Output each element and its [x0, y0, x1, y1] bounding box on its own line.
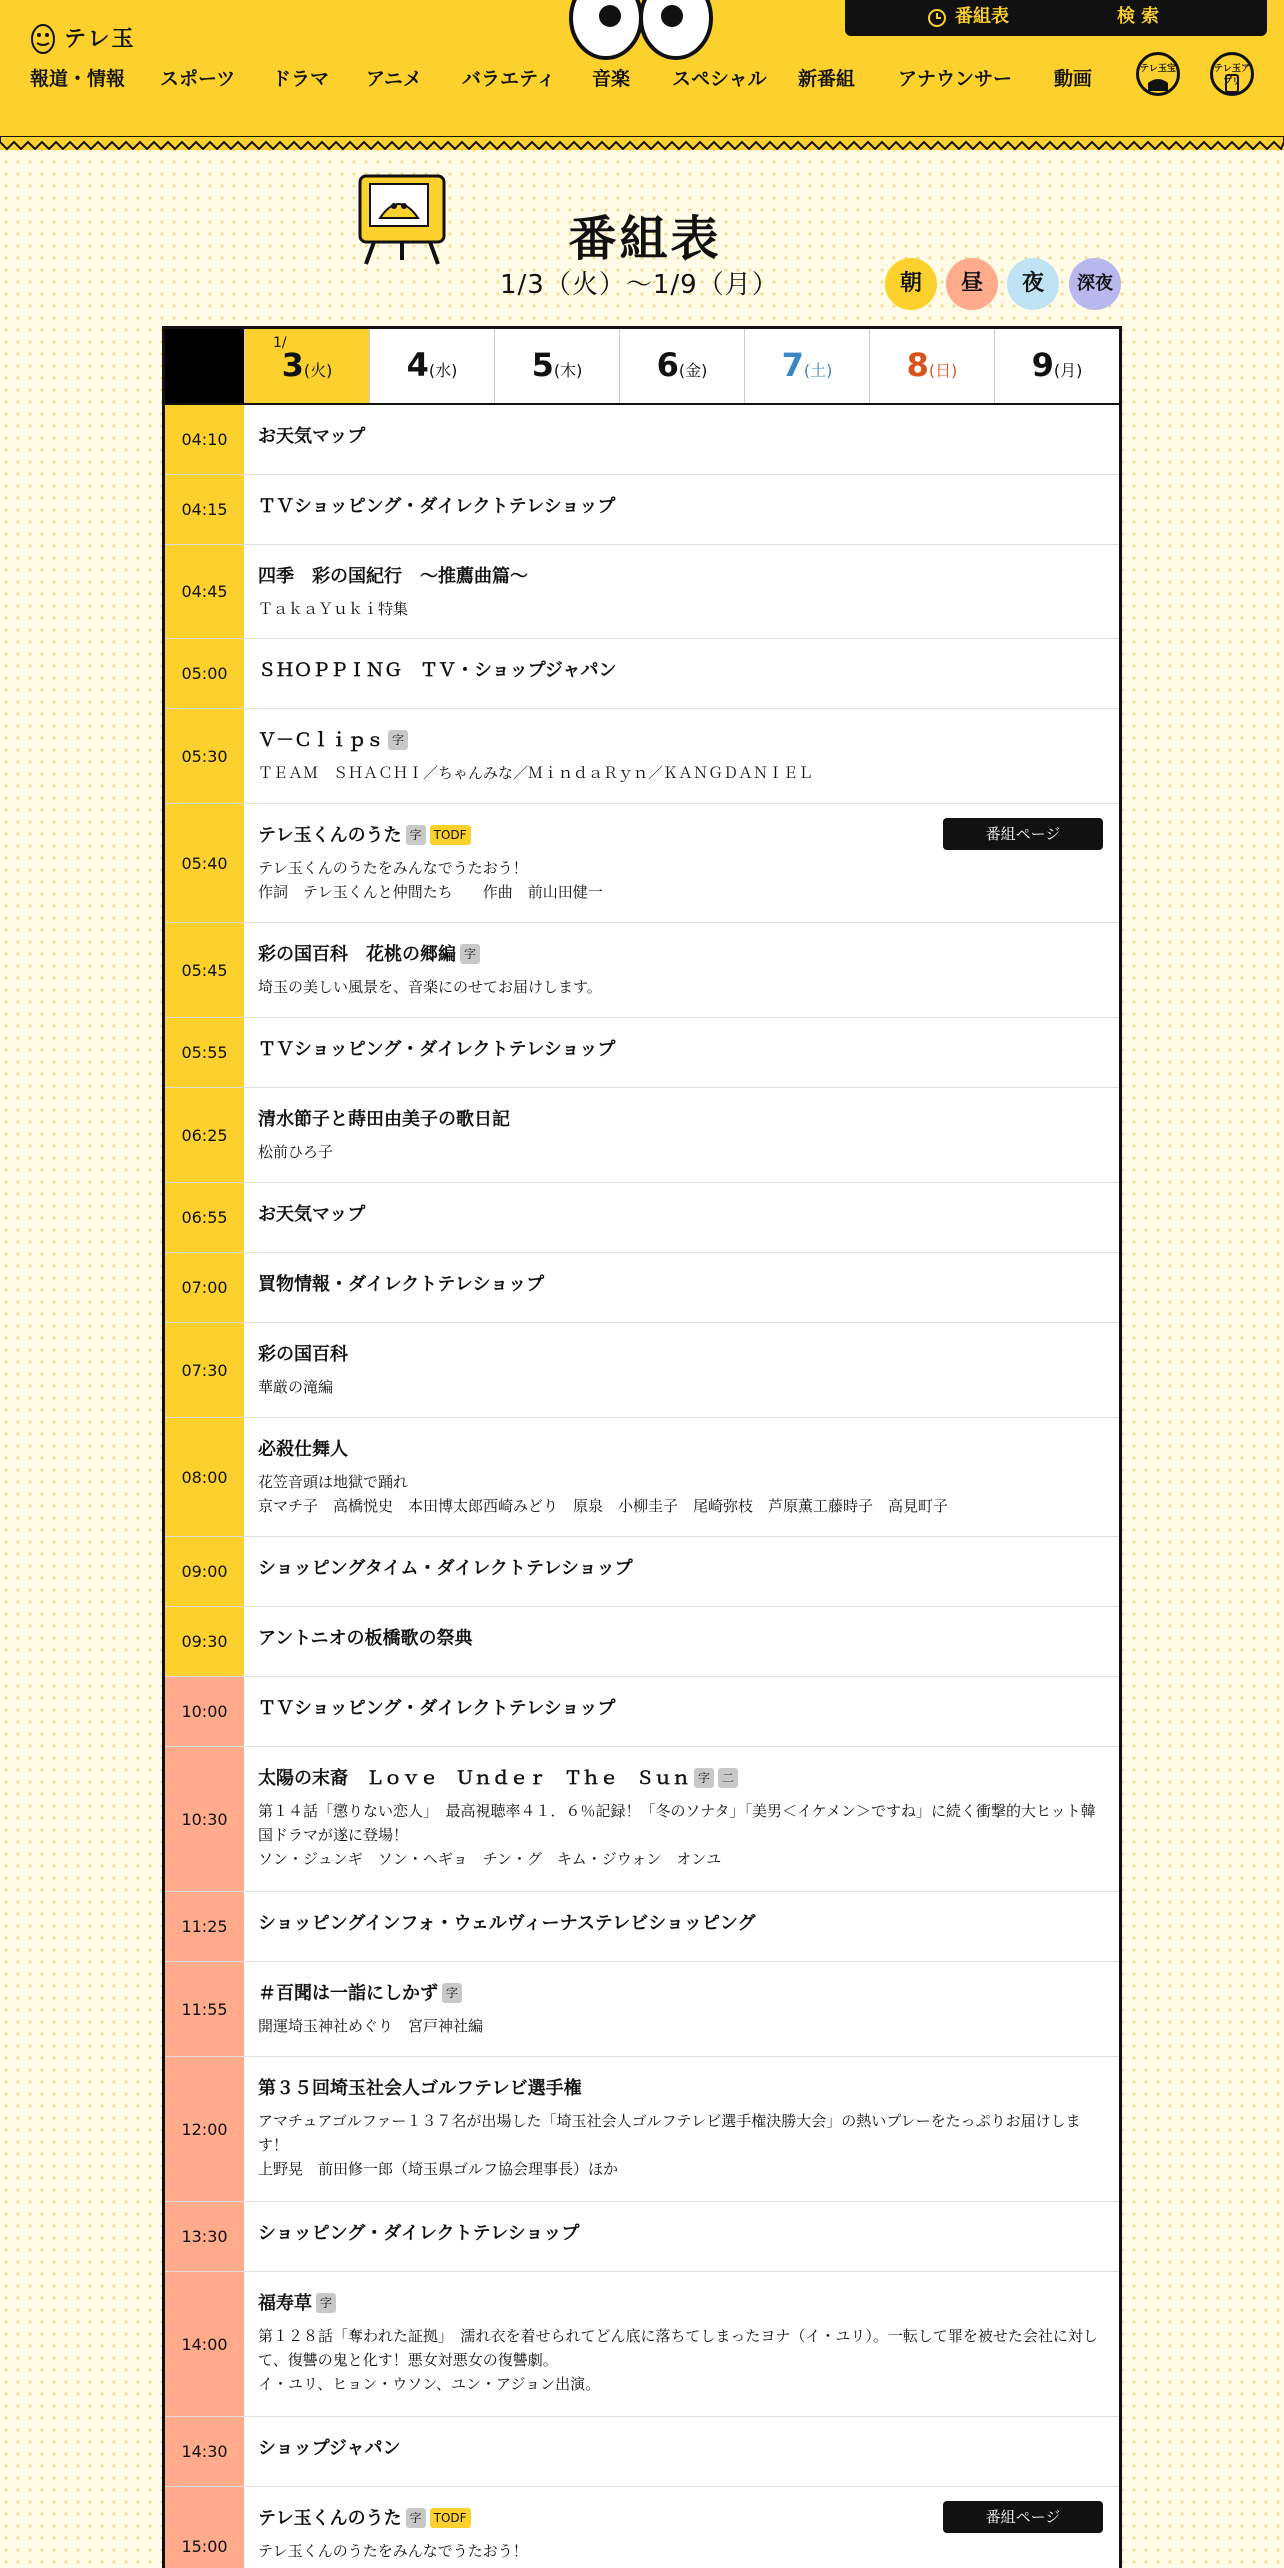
program-description	[258, 761, 1099, 785]
program-title-line	[258, 1271, 1099, 1299]
nav-item[interactable]: アニメ	[366, 68, 423, 90]
program-row[interactable]	[165, 1892, 1119, 1962]
program-row[interactable]	[165, 2057, 1119, 2202]
program-description-line: ＴａｋａＹｕｋｉ特集	[258, 600, 409, 618]
program-content	[258, 2435, 1099, 2463]
program-description-line: 開運埼玉神社めぐり 宮戸神社編	[258, 2017, 484, 2035]
day-number-value: 4	[406, 346, 429, 384]
program-row[interactable]	[165, 1183, 1119, 1253]
subtitle-badge: 字	[316, 2293, 336, 2313]
program-guide-link[interactable]: 番組表	[955, 6, 1009, 27]
program-title-line	[258, 1436, 1099, 1464]
site-header	[0, 0, 1284, 150]
program-description	[258, 1470, 1099, 1518]
program-content	[258, 563, 1099, 621]
program-time: 07:00	[165, 1253, 244, 1322]
program-row[interactable]	[165, 475, 1119, 545]
program-title[interactable]: お天気マップ	[258, 1204, 366, 1225]
site-logo[interactable]	[28, 16, 136, 58]
program-description	[258, 856, 1099, 904]
program-row[interactable]	[165, 2202, 1119, 2272]
program-row[interactable]	[165, 1607, 1119, 1677]
program-description	[258, 1375, 1099, 1399]
program-description-line: 華厳の滝編	[258, 1378, 334, 1396]
program-title-line	[258, 1201, 1099, 1229]
program-title[interactable]: 福寿草	[258, 2293, 312, 2314]
program-time: 08:00	[165, 1418, 244, 1536]
program-title-line	[258, 727, 1099, 755]
program-title-line	[258, 423, 1099, 451]
day-tab[interactable]	[494, 329, 619, 403]
program-title[interactable]: ショッピングタイム・ダイレクトテレショップ	[258, 1558, 633, 1579]
subtitle-badge: 字	[442, 1983, 462, 2003]
day-number	[620, 347, 744, 389]
program-title-line	[258, 2075, 1099, 2103]
program-description-line: 上野晃 前田修一郎（埼玉県ゴルフ協会理事長）ほか	[258, 2160, 619, 2178]
day-header-corner	[165, 329, 244, 403]
program-time: 05:55	[165, 1018, 244, 1087]
nav-item[interactable]: 報道・情報	[30, 68, 126, 90]
day-number	[245, 347, 369, 389]
subtitle-badge: 字	[388, 730, 408, 750]
program-title-line	[258, 1765, 1099, 1793]
program-title[interactable]: 太陽の末裔 Ｌｏｖｅ Ｕｎｄｅｒ Ｔｈｅ Ｓｕｎ	[258, 1768, 690, 1789]
page-title: 番組表	[568, 211, 722, 267]
day-tab[interactable]	[869, 329, 994, 403]
treasure-icon	[1139, 73, 1177, 93]
program-row[interactable]	[165, 1747, 1119, 1892]
day-number-value: 5	[531, 346, 554, 384]
time-band-button[interactable]: 朝	[885, 258, 937, 310]
site-logo-text: テレ玉	[64, 26, 136, 52]
app-button-label: テレ玉アプリ	[1214, 64, 1250, 87]
app-icon	[1213, 73, 1251, 93]
program-title[interactable]: Ｖ－Ｃｌｉｐｓ	[258, 730, 384, 751]
program-content	[258, 1980, 1099, 2038]
program-row[interactable]	[165, 1088, 1119, 1183]
treasure-button[interactable]	[1136, 52, 1180, 96]
program-time: 13:30	[165, 2202, 244, 2271]
day-tab[interactable]	[369, 329, 494, 403]
time-band-button[interactable]: 深夜	[1069, 258, 1121, 310]
program-description-line: アマチュアゴルファー１３７名が出場した「埼玉社会人ゴルフテレビ選手権決勝大会」の熱いプレーをたっぷりお届けします！	[258, 2112, 1081, 2154]
program-content	[258, 657, 1099, 685]
program-description-line: ＴＥＡＭ ＳＨＡＣＨＩ／ちゃんみな／ＭｉｎｄａＲｙｎ／ＫＡＮＧＤＡＮＩＥＬ	[258, 764, 814, 782]
nav-item[interactable]: 新番組	[798, 68, 856, 90]
subtitle-badge: 字	[406, 825, 426, 845]
subtitle-badge: 字	[694, 1768, 714, 1788]
program-title[interactable]: お天気マップ	[258, 426, 366, 447]
program-content	[258, 493, 1099, 521]
program-time: 06:55	[165, 1183, 244, 1252]
program-title[interactable]: ＴＶショッピング・ダイレクトテレショップ	[258, 496, 616, 517]
program-title-line	[258, 2435, 1099, 2463]
day-tab[interactable]	[619, 329, 744, 403]
program-content	[258, 1036, 1099, 1064]
day-number-value: 3	[281, 346, 304, 384]
day-weekday: (月)	[1053, 361, 1083, 380]
day-number	[870, 347, 994, 389]
program-description	[258, 2014, 1099, 2038]
tele-tama-mascot-icon	[28, 17, 58, 57]
program-row[interactable]	[165, 2487, 1119, 2568]
program-content	[258, 2290, 1099, 2396]
program-title-line	[258, 1106, 1099, 1134]
program-row[interactable]	[165, 1418, 1119, 1537]
program-description-line: 第１２８話「奪われた証拠」 濡れ衣を着せられてどん底に落ちてしまったヨナ（イ・ユリ）。一転して罪を被せた会社に対して、復讐の鬼と化す！悪女対悪女の復讐劇。	[258, 2327, 1098, 2369]
program-time: 09:00	[165, 1537, 244, 1606]
day-number	[745, 347, 869, 389]
program-title[interactable]: ショッピングインフォ・ウェルヴィーナステレビショッピング	[258, 1913, 756, 1934]
program-description	[258, 1799, 1099, 1871]
program-row[interactable]	[165, 1253, 1119, 1323]
nav-item[interactable]: アナウンサー	[898, 68, 1013, 90]
program-description-line: 第１４話「懲りない恋人」 最高視聴率４１．６％記録！「冬のソナタ」「美男＜イケメン＞ですね」に続く衝撃的大ヒット韓国ドラマが遂に登場！	[258, 1802, 1096, 1844]
day-tab[interactable]	[744, 329, 869, 403]
program-row[interactable]	[165, 2272, 1119, 2417]
program-content	[258, 1341, 1099, 1399]
program-title-line	[258, 493, 1099, 521]
day-number-value: 6	[656, 346, 679, 384]
program-title-line	[258, 1980, 1099, 2008]
program-title[interactable]: アントニオの板橋歌の祭典	[258, 1628, 473, 1649]
day-weekday: (水)	[428, 361, 458, 380]
program-row[interactable]	[165, 405, 1119, 475]
day-weekday: (日)	[928, 361, 958, 380]
todf-badge: TODF	[430, 825, 471, 845]
nav-item[interactable]: 音楽	[592, 68, 631, 90]
program-time: 10:00	[165, 1677, 244, 1746]
program-title[interactable]: ＳＨＯＰＰＩＮＧ ＴＶ・ショップジャパン	[258, 660, 617, 681]
program-description	[258, 975, 1099, 999]
program-title-line	[258, 2290, 1099, 2318]
program-title-line	[258, 1625, 1099, 1653]
program-title-line	[258, 1036, 1099, 1064]
program-time: 14:30	[165, 2417, 244, 2486]
program-content	[258, 727, 1099, 785]
day-tab[interactable]	[994, 329, 1119, 403]
day-weekday: (金)	[678, 361, 708, 380]
day-month-label: 1/	[273, 335, 287, 351]
app-button[interactable]	[1210, 52, 1254, 96]
program-description	[258, 2109, 1099, 2181]
program-row[interactable]	[165, 2417, 1119, 2487]
program-description-line: イ・ユリ、ヒョン・ウソン、ユン・アジョン出演。	[258, 2375, 601, 2393]
program-title-line	[258, 657, 1099, 685]
program-time: 05:30	[165, 709, 244, 803]
program-title[interactable]: 彩の国百科	[258, 1344, 348, 1365]
program-time: 14:00	[165, 2272, 244, 2416]
program-title-line	[258, 1341, 1099, 1369]
program-time: 15:00	[165, 2487, 244, 2568]
program-description-line: テレ玉くんのうたをみんなでうたおう！	[258, 2542, 528, 2560]
program-content	[258, 1436, 1099, 1518]
time-band-button[interactable]: 昼	[946, 258, 998, 310]
day-number	[495, 347, 619, 389]
program-description-line: 埼玉の美しい風景を、音楽にのせてお届けします。	[258, 978, 602, 996]
top-utility-bar	[845, 0, 1267, 36]
program-content	[258, 941, 1099, 999]
program-time: 11:55	[165, 1962, 244, 2056]
program-content	[258, 1555, 1099, 1583]
program-title[interactable]: ショップジャパン	[258, 2438, 401, 2459]
program-row[interactable]	[165, 639, 1119, 709]
program-content	[258, 1695, 1099, 1723]
program-title-line	[258, 941, 1099, 969]
program-content	[258, 1201, 1099, 1229]
program-time: 05:00	[165, 639, 244, 708]
program-row[interactable]	[165, 545, 1119, 639]
todf-badge: TODF	[430, 2508, 471, 2528]
program-description-line: 花笠音頭は地獄で踊れ	[258, 1473, 409, 1491]
program-time: 04:15	[165, 475, 244, 544]
day-weekday: (火)	[303, 361, 333, 380]
clock-icon	[927, 8, 947, 28]
program-content	[258, 1910, 1099, 1938]
program-content	[258, 1765, 1099, 1871]
program-title[interactable]: 必殺仕舞人	[258, 1439, 348, 1460]
nav-item[interactable]: 動画	[1054, 68, 1093, 90]
program-time: 12:00	[165, 2057, 244, 2201]
date-range: 1/3（火）〜1/9（月）	[500, 270, 779, 300]
program-row[interactable]	[165, 1962, 1119, 2057]
program-title[interactable]: 彩の国百科 花桃の郷編	[258, 944, 456, 965]
program-description-line: 松前ひろ子	[258, 1143, 334, 1161]
program-time: 09:30	[165, 1607, 244, 1676]
program-description	[258, 2324, 1099, 2396]
program-description-line: 作詞 テレ玉くんと仲間たち 作曲 前山田健一	[258, 883, 603, 901]
program-time: 10:30	[165, 1747, 244, 1891]
program-title[interactable]: ＴＶショッピング・ダイレクトテレショップ	[258, 1698, 616, 1719]
program-description-line: ソン・ジュンギ ソン・ヘギョ チン・グ キム・ジウォン オンユ	[258, 1850, 722, 1868]
day-weekday: (土)	[803, 361, 833, 380]
nav-item[interactable]: バラエティ	[462, 68, 556, 90]
schedule-grid	[162, 326, 1122, 2568]
nav-item[interactable]: ドラマ	[272, 68, 330, 90]
nav-item[interactable]: スポーツ	[160, 68, 236, 90]
program-time: 05:40	[165, 804, 244, 922]
subtitle-badge: 字	[460, 944, 480, 964]
nav-item[interactable]: スペシャル	[672, 68, 767, 90]
program-description	[258, 2539, 1099, 2563]
program-content	[258, 1271, 1099, 1299]
program-time: 04:10	[165, 405, 244, 474]
search-link[interactable]: 検索	[1117, 6, 1165, 27]
program-time: 07:30	[165, 1323, 244, 1417]
day-weekday: (木)	[553, 361, 583, 380]
program-row[interactable]	[165, 1677, 1119, 1747]
header-zigzag-edge	[0, 136, 1284, 150]
program-title[interactable]: ＃百聞は一詣にしかず	[258, 1983, 438, 2004]
program-time: 04:45	[165, 545, 244, 638]
bilingual-badge: 二	[718, 1768, 738, 1788]
program-title-line	[258, 2220, 1099, 2248]
subtitle-badge: 字	[406, 2508, 426, 2528]
program-content	[258, 2075, 1099, 2181]
tv-mascot-icon	[352, 168, 462, 268]
program-row[interactable]	[165, 1018, 1119, 1088]
program-title[interactable]: ＴＶショッピング・ダイレクトテレショップ	[258, 1039, 616, 1060]
program-description	[258, 597, 1099, 621]
program-row[interactable]	[165, 804, 1119, 923]
program-title[interactable]: 清水節子と蒔田由美子の歌日記	[258, 1109, 510, 1130]
program-title[interactable]: 買物情報・ダイレクトテレショップ	[258, 1274, 545, 1295]
program-title[interactable]: ショッピング・ダイレクトテレショップ	[258, 2223, 580, 2244]
day-number-value: 8	[906, 346, 929, 384]
program-row[interactable]	[165, 1323, 1119, 1418]
day-number-value: 7	[781, 346, 804, 384]
day-header-row	[165, 329, 1119, 405]
program-content	[258, 1106, 1099, 1164]
program-title[interactable]: 四季 彩の国紀行 ～推薦曲篇～	[258, 566, 528, 587]
program-title-line	[258, 1910, 1099, 1938]
program-title-line	[258, 563, 1099, 591]
program-title-line	[258, 1555, 1099, 1583]
mascot-eyes-icon	[566, 0, 716, 62]
day-number-value: 9	[1031, 346, 1054, 384]
program-content	[258, 2220, 1099, 2248]
program-title[interactable]: テレ玉くんのうた	[258, 2508, 402, 2529]
program-content	[258, 1625, 1099, 1653]
program-description	[258, 1140, 1099, 1164]
program-title[interactable]: 第３５回埼玉社会人ゴルフテレビ選手権	[258, 2078, 582, 2099]
program-page-button[interactable]: 番組ページ	[943, 2501, 1103, 2533]
program-time: 06:25	[165, 1088, 244, 1182]
program-row[interactable]	[165, 709, 1119, 804]
day-number	[370, 347, 494, 389]
program-time: 11:25	[165, 1892, 244, 1961]
day-tab[interactable]	[244, 329, 369, 403]
day-number	[995, 347, 1119, 389]
time-band-button[interactable]: 夜	[1007, 258, 1059, 310]
program-description-line: テレ玉くんのうたをみんなでうたおう！	[258, 859, 528, 877]
program-title-line	[258, 1695, 1099, 1723]
program-row[interactable]	[165, 1537, 1119, 1607]
program-time: 05:45	[165, 923, 244, 1017]
program-row[interactable]	[165, 923, 1119, 1018]
treasure-button-label: テレ玉宝	[1140, 64, 1176, 74]
program-page-button[interactable]: 番組ページ	[943, 818, 1103, 850]
program-description-line: 京マチ子 高橋悦史 本田博太郎西崎みどり 原泉 小柳圭子 尾崎弥枝 芦原薫工藤時子 高見町子	[258, 1497, 949, 1515]
program-title[interactable]: テレ玉くんのうた	[258, 825, 402, 846]
program-content	[258, 423, 1099, 451]
